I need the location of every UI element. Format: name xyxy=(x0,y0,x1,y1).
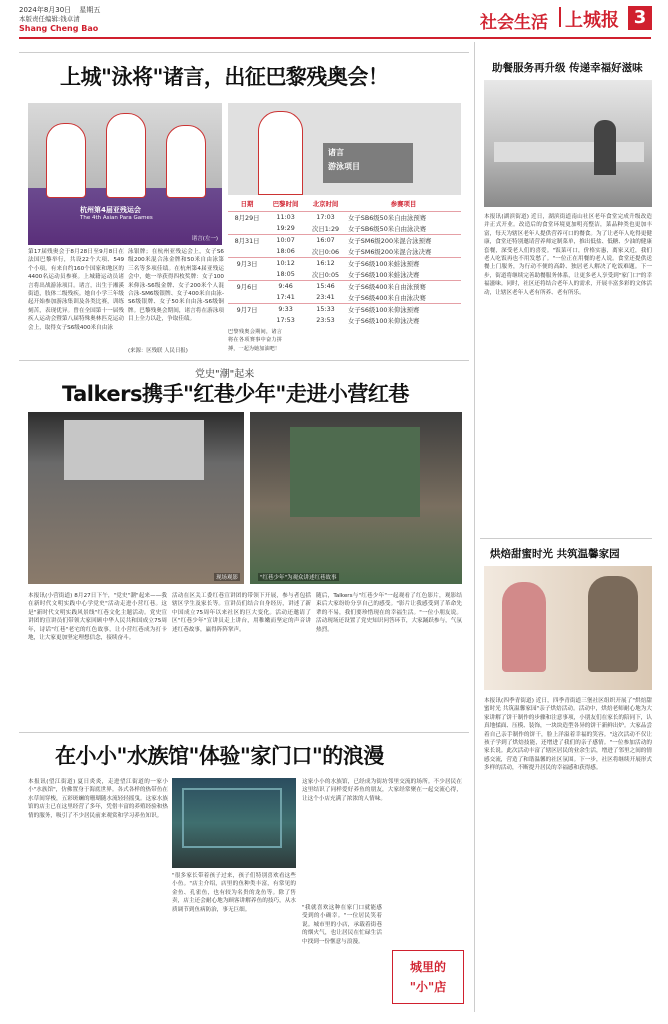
athlete-photo xyxy=(228,103,461,195)
page-editor: 本版责任编辑:钱卓清 xyxy=(19,15,80,23)
story4-headline: 助餐服务再升级 传递幸福好滋味 xyxy=(492,62,643,74)
schedule-row xyxy=(228,223,461,235)
schedule-paris-time: 9:46 xyxy=(266,280,305,292)
story2-col2: 活动在区关工委红巷宣讲团的带领下开展，参与者包括辖区学生及家长等。宣讲员们结合自身经历，讲述了新中国成立75周年以来社区的巨大变化。活动还邀请了区"红巷少年"宣讲员走上讲台，用稚嫩而坚定的声音讲述红巷故事，赢得阵阵掌声。 xyxy=(172,593,311,633)
schedule-table xyxy=(228,197,461,325)
schedule-event: 女子S6级100米仰泳决赛 xyxy=(348,316,420,325)
panel-name: 诸言 xyxy=(328,148,344,157)
masthead-rule xyxy=(19,37,651,39)
schedule-beijing-time: 17:03 xyxy=(305,211,346,223)
story5-body: 本报讯(四季青街道) 近日，四季青街道三堡社区组织开展了"烘焙甜蜜时光 共筑温馨家园"亲子烘焙活动。活动中，烘焙老师耐心地为大家讲解了饼干制作的步骤和注意事项，小朋友们在家长的陪同下，认真地揉面、压模、装饰，一块块造型各异的饼干新鲜出炉。大家品尝着自己亲手制作的饼干，脸上洋溢着幸福的笑容。"这次活动不仅让孩子学到了烘焙技能，还增进了我们的亲子感情。"一位参加活动的家长说。此次活动丰富了辖区居民的业余生活，增进了邻里之间的情感交流，营造了和谐温馨的社区氛围。下一步，社区将继续开展形式多样的活动，不断提升居民的幸福感和获得感。 xyxy=(484,698,652,772)
schedule-beijing-time: 次日1:29 xyxy=(311,224,340,233)
schedule-event: 女子S6级100米蛙泳决赛 xyxy=(348,270,420,279)
schedule-paris-time: 10:07 xyxy=(266,234,305,246)
story1-photo xyxy=(28,103,222,245)
schedule-row xyxy=(228,269,461,281)
schedule-paris-time: 19:29 xyxy=(276,224,295,232)
schedule-row xyxy=(228,211,461,223)
schedule-paris-time: 9:33 xyxy=(266,303,305,315)
schedule-date xyxy=(228,246,266,258)
schedule-date: 9月3日 xyxy=(228,257,266,269)
col-header-date: 日期 xyxy=(240,200,254,209)
schedule-event: 女子S6级400米自由泳决赛 xyxy=(348,293,426,302)
schedule-beijing-time: 15:46 xyxy=(305,280,346,292)
story2-photo1-caption: 现场观影 xyxy=(215,575,238,581)
story4-photo xyxy=(484,80,652,207)
schedule-event: 女子SM6级200米混合泳决赛 xyxy=(348,247,432,256)
schedule-paris-time: 18:06 xyxy=(276,247,295,255)
section-name: 社会生活 xyxy=(480,13,548,33)
story3-badge xyxy=(392,950,464,1004)
schedule-row xyxy=(228,234,461,246)
schedule-date: 8月31日 xyxy=(228,234,266,246)
divider xyxy=(480,538,652,539)
paper-pinyin: Shang Cheng Bao xyxy=(19,24,99,33)
story2-photo1 xyxy=(28,412,244,584)
schedule-row xyxy=(228,315,461,327)
schedule-beijing-time: 15:33 xyxy=(305,303,346,315)
schedule-beijing-time: 23:53 xyxy=(316,316,335,325)
story1-col3: 巴黎残奥会期间，诸言将在各项赛事中奋力拼搏，一起为她加油吧！ xyxy=(228,329,282,352)
schedule-date: 8月29日 xyxy=(228,211,266,223)
schedule-paris-time: 11:03 xyxy=(266,211,305,223)
divider xyxy=(19,360,469,361)
paper-name: 上城报 xyxy=(565,10,619,31)
col-header-paris: 巴黎时间 xyxy=(272,200,299,209)
schedule-event: 女子S6级100米蛙泳预赛 xyxy=(346,257,461,269)
story1-headline: 上城"泳将"诸言，出征巴黎残奥会！ xyxy=(60,65,389,89)
story5-photo xyxy=(484,566,652,690)
badge-line1: 城里的 xyxy=(409,960,446,974)
schedule-paris-time: 10:12 xyxy=(266,257,305,269)
col-header-event: 参赛项目 xyxy=(390,200,417,209)
schedule-row xyxy=(228,303,461,315)
col-header-beijing: 北京时间 xyxy=(312,200,339,209)
schedule-date xyxy=(228,292,266,304)
schedule-date xyxy=(228,315,266,327)
banner-cn: 杭州第4届亚残运会 xyxy=(80,206,141,214)
story2-col3: 随后，Talkers与"红巷少年"一起观看了红色影片，观影结束后大家纷纷分享自己的感受。"影片让我感受到了革命先辈的不易，我们要珍惜现在的幸福生活。"一位小朋友说。活动现场还设置了党史知识问答环节，大家踊跃参与，气氛热烈。 xyxy=(316,593,462,633)
schedule-event: 女子SM6级200米混合泳预赛 xyxy=(346,234,461,246)
schedule-date xyxy=(228,269,266,281)
story1-header xyxy=(19,52,469,90)
schedule-beijing-time: 次日0:06 xyxy=(311,247,340,256)
schedule-paris-time: 17:53 xyxy=(276,316,295,325)
story2-col1: 本报讯(小营街道) 8月27日下午，"党史"潮"起来——我在新时代文明实践中心学党史"活动走进小营红巷。这是"新时代文明实践风景线"红巷文化主题活动。党史宣讲团的宣讲员们带领大家回顾中华人民共和国成立75周年，诗话"红巷"老宅的红色故事，让小营红巷成为打卡地，让大家更加坚定理想信念，接续奋斗。 xyxy=(28,593,167,642)
story1-credit: (来源：区残联 人民日报) xyxy=(128,348,188,354)
story1-col1: 第17届残奥会于8月28日至9月8日在法国巴黎举行，共设22个大项、549个小项。有来自约160个国家和地区的4400名运动员参赛。上城籍运动员诸言将出战游泳项目。诸言，出生于湘溪街道，肢体二级残疾。她自小学三年级起开始参加游泳集训及各类比赛，训练刻苦，表现优异。曾在全国第十一届残疾人运动会暨第八届特殊奥林匹克运动会上，取得女子S6级400米自由泳 xyxy=(28,249,124,331)
schedule-date xyxy=(228,223,266,235)
schedule-row xyxy=(228,257,461,269)
story2-photo2 xyxy=(250,412,462,584)
badge-line2: "小"店 xyxy=(409,980,447,994)
schedule-paris-time: 17:41 xyxy=(276,293,295,301)
schedule-event: 女子S6级100米仰泳预赛 xyxy=(346,303,461,315)
story3-col4: "我就喜欢这种在家门口就能感受到的小确幸。"一位居民笑着说。城市里的小店，承载着街巷的烟火气，也让居民在忙碌生活中找到一份惬意与浪漫。 xyxy=(302,905,382,945)
schedule-date: 9月6日 xyxy=(228,280,266,292)
story3-col3: 这家小小的水族馆，已经成为街坊邻里交流的场所。不少居民在这里结识了同样爱好养鱼的朋友，大家经常聚在一起交流心得，让这个小店充满了浓浓的人情味。 xyxy=(302,779,462,802)
story2-headline: Talkers携手"红巷少年"走进小营红巷 xyxy=(62,382,409,406)
story3-col2: "很多家长带着孩子过来，孩子们特别喜欢看这些小鱼。"店主介绍，店里的鱼种类丰富，有常见的金鱼、孔雀鱼，也有较为名贵的龙鱼等。除了售卖，店主还会耐心地为顾客讲解养鱼的技巧，从水质调节到鱼病防治，事无巨细。 xyxy=(172,873,296,913)
issue-date: 2024年8月30日 xyxy=(19,6,72,14)
story2-photo2-caption: "红巷少年"为观众讲述红巷故事 xyxy=(260,575,337,581)
page-number: 3 xyxy=(628,6,652,30)
schedule-beijing-time: 16:07 xyxy=(305,234,346,246)
schedule-beijing-time: 次日0:05 xyxy=(311,270,340,279)
story1-photo-caption: 诸言(左一) xyxy=(191,236,218,242)
story3-col1: 本报讯(望江街道) 夏日炎炎，走进望江街道的一家小小"水族馆"，仿佛置身于海底世界。各式各样的热带鱼在水草间穿梭，五彩斑斓的珊瑚随水流轻轻摇曳。这家水族馆的店主已在这里经营了多年，凭借丰富的养殖经验和热情的服务，吸引了不少居民前来观赏和学习养鱼知识。 xyxy=(28,779,168,819)
schedule-event: 女子S6级400米自由泳预赛 xyxy=(346,280,461,292)
masthead-divider xyxy=(559,7,561,27)
schedule-beijing-time: 16:12 xyxy=(305,257,346,269)
story4-body: 本报讯(湖滨街道) 近日，湖滨街道南山社区老年食堂完成升级改造并正式开业。改造后的食堂环境更加明亮整洁，菜品种类也更加丰富，每天为辖区老年人提供营养可口的餐食。为了让老年人吃得更健康，食堂还特别邀请营养师定制菜单，推出低盐、低糖、少油的健康套餐，深受老人们的喜爱。"饭菜可口，价格实惠，离家又近，我们老人吃饭再也不用发愁了。"一位正在用餐的老人说。食堂还提供送餐上门服务，为行动不便的高龄、独居老人解决了吃饭难题。下一步，街道将继续完善助餐服务体系，让更多老人享受到"家门口"的幸福滋味。同时，社区还将结合老年人的需求，开展丰富多彩的文体活动，让辖区老年人老有所养、老有所乐。 xyxy=(484,214,652,296)
schedule-date: 9月7日 xyxy=(228,303,266,315)
panel-event: 游泳项目 xyxy=(328,162,360,171)
schedule-paris-time: 18:05 xyxy=(276,270,295,278)
schedule-row xyxy=(228,246,461,258)
column-divider xyxy=(474,42,475,1012)
story3-photo xyxy=(172,778,296,868)
schedule-event: 女子SB6级50米自由泳决赛 xyxy=(348,224,427,233)
schedule-event: 女子SB6级50米自由泳预赛 xyxy=(346,211,461,223)
story1-col2: 泳银牌；在杭州亚残运会上，女子S6级200米混合泳金牌和50米自由泳第三名等多项佳绩。在杭州第4届亚残运会中，她一举获得四枚奖牌：女子100米仰泳-S6级金牌、女子200米个人混合泳-SM6级银牌、女子400米自由泳-S6级银牌、女子50米自由泳-S6级铜牌。巴黎残奥会期间，诸言将在游泳项目上全力以赴，争取佳绩。 xyxy=(128,249,224,323)
banner-en: The 4th Asian Para Games xyxy=(80,215,153,221)
issue-weekday: 星期五 xyxy=(79,6,101,14)
divider xyxy=(19,732,469,733)
story5-headline: 烘焙甜蜜时光 共筑温馨家园 xyxy=(490,548,620,560)
schedule-beijing-time: 23:41 xyxy=(316,293,335,301)
story2-kicker: 党史"潮"起来 xyxy=(195,369,255,380)
schedule-row xyxy=(228,292,461,304)
schedule-row xyxy=(228,280,461,292)
story3-headline: 在小小"水族馆"体验"家门口"的浪漫 xyxy=(55,744,384,768)
